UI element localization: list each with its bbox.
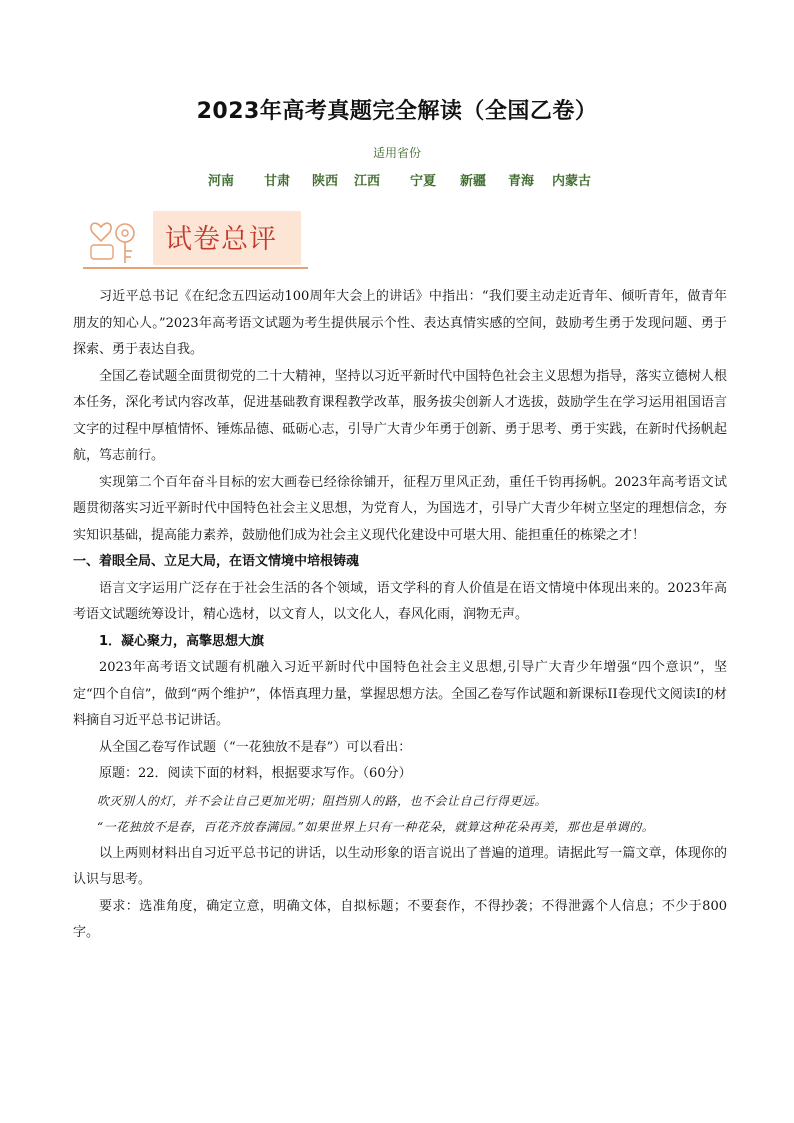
province-item: 内蒙古 (552, 174, 592, 189)
province-item: 宁夏 (410, 174, 437, 189)
applicable-provinces-label: 适用省份 (372, 146, 421, 160)
paragraph: 语言文字运用广泛存在于社会生活的各个领域，语文学科的育人价值是在语文情境中体现出来的。2023年高考语文试题统筹设计，精心选材，以文育人，以文化人，春风化雨，润物无声。 (73, 580, 727, 622)
paragraph: 全国乙卷试题全面贯彻党的二十大精神，坚持以习近平新时代中国特色社会主义思想为指导，落实立德树人根本任务，深化考试内容改革，促进基础教育课程教学改革，服务拔尖创新人才选拔，鼓励学生在学习运用祖国语言文字的过程中厚植情怀、锤炼品德、砥砺心志，引导广大青少年勇于创新、勇于思考、勇于实践，在新时代扬帆起航，笃志前行。 (73, 368, 727, 463)
paragraph: 习近平总书记《在纪念五四运动100周年大会上的讲话》中指出：“我们要主动走近青年、倾听青年，做青年朋友的知心人。”2023年高考语文试题为考生提供展示个性、表达真情实感的空间，鼓励考生勇于发现问题、勇于探索、勇于表达自我。 (73, 289, 727, 357)
province-item: 新疆 (460, 174, 487, 189)
document-body (73, 284, 727, 947)
quote-material: 吹灭别人的灯，并不会让自己更加光明；阻挡别人的路，也不会让自己行得更远。 (97, 793, 548, 808)
province-item: 陕西 (312, 174, 339, 189)
paragraph: 以上两则材料出自习近平总书记的讲话，以生动形象的语言说出了普遍的道理。请据此写一篇文章，体现你的认识与思考。 (73, 845, 727, 887)
province-list (208, 170, 628, 188)
paragraph: 要求：选准角度，确定立意，明确文体，自拟标题；不要套作，不得抄袭；不得泄露个人信息；不少于800字。 (73, 898, 727, 940)
paragraph: 从全国乙卷写作试题（“一花独放不是春”）可以看出： (99, 739, 412, 755)
paragraph: 实现第二个百年奋斗目标的宏大画卷已经徐徐铺开，征程万里风正劲，重任千钧再扬帆。2023年高考语文试题贯彻落实习近平新时代中国特色社会主义思想，为党育人，为国选才，引导广大青少年树立坚定的理想信念，夯实知识基础，提高能力素养，鼓励他们成为社会主义现代化建设中可堪大用、能担重任的栋梁之才！ (73, 474, 727, 543)
heart-key-icon (87, 211, 147, 265)
quote-material: “一花独放不是春，百花齐放春满园。”如果世界上只有一种花朵，就算这种花朵再美，那也是单调的。 (97, 820, 655, 834)
banner-underline (83, 267, 308, 269)
subsection-heading: 1．凝心聚力，高擎思想大旗 (99, 633, 265, 649)
banner-title: 试卷总评 (165, 224, 277, 255)
province-item: 江西 (354, 174, 381, 189)
section-banner (83, 205, 308, 269)
section-heading: 一、着眼全局、立足大局，在语文情境中培根铸魂 (73, 554, 360, 569)
paragraph: 原题：22．阅读下面的材料，根据要求写作。（60分） (99, 766, 412, 781)
province-item: 甘肃 (264, 174, 291, 189)
paragraph: 2023年高考语文试题有机融入习近平新时代中国特色社会主义思想,引导广大青少年增强“四个意识”，坚定“四个自信”，做到“两个维护”，体悟真理力量，掌握思想方法。全国乙卷写作试题和新课标II卷现代文阅读I的材料摘自习近平总书记讲话。 (73, 660, 727, 728)
document-title: 2023年高考真题完全解读（全国乙卷） (196, 99, 598, 124)
province-item: 青海 (508, 174, 535, 189)
province-item: 河南 (208, 174, 235, 189)
